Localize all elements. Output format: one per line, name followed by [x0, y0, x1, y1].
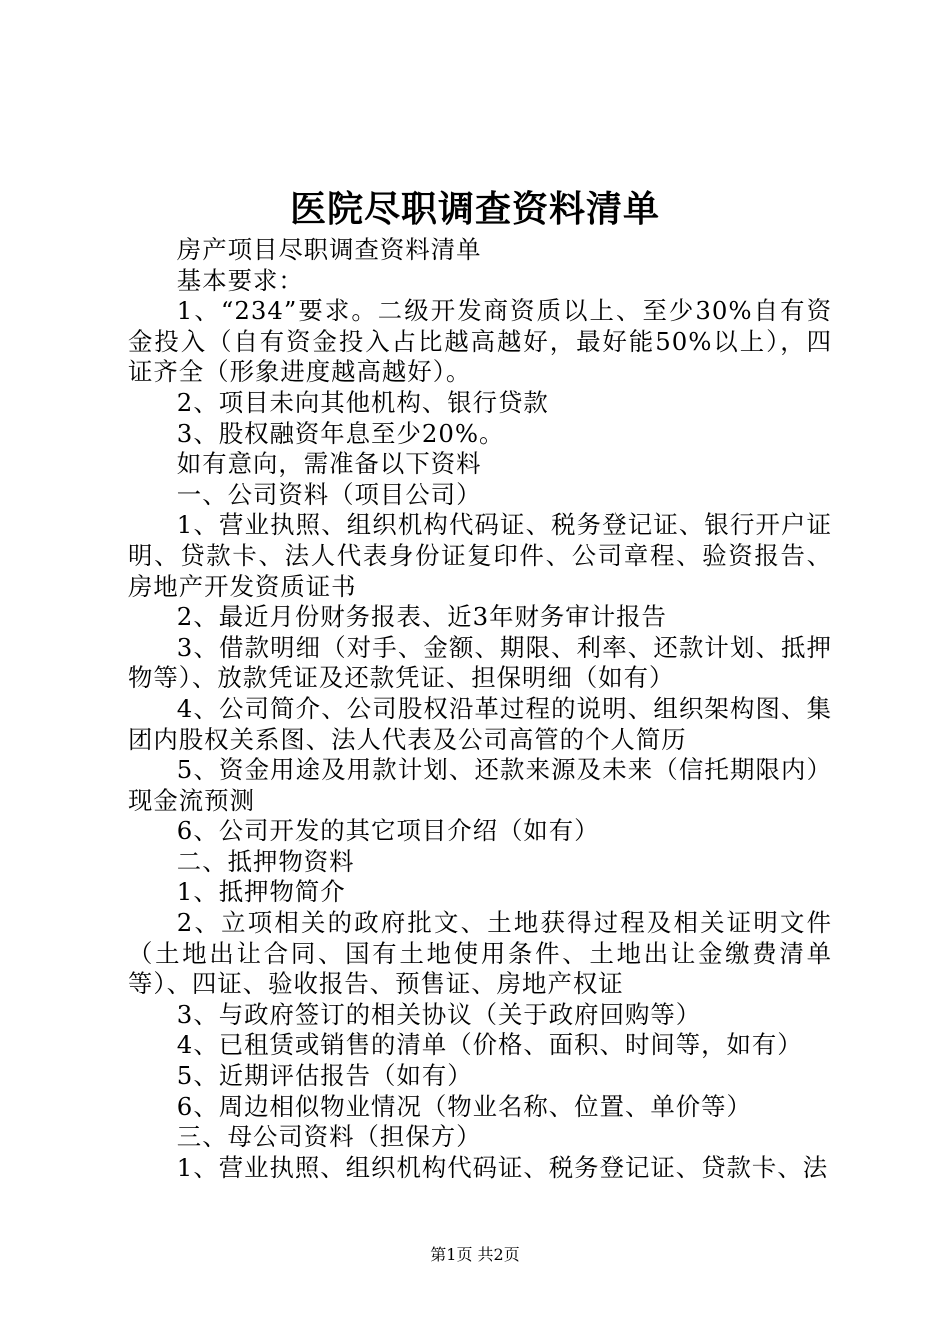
paragraph: 6、周边相似物业情况（物业名称、位置、单价等） — [176, 1091, 752, 1121]
paragraph: 4、已租赁或销售的清单（价格、面积、时间等，如有） — [176, 1030, 803, 1060]
paragraph: 5、资金用途及用款计划、还款来源及未来（信托期限内）现金流预测 — [128, 755, 832, 815]
paragraph: 5、近期评估报告（如有） — [176, 1061, 473, 1091]
paragraph: 3、借款明细（对手、金额、期限、利率、还款计划、抵押物等）、放款凭证及还款凭证、担保明细（如有） — [128, 632, 832, 693]
paragraph: 6、公司开发的其它项目介绍（如有） — [176, 816, 600, 846]
paragraph: 1、营业执照、组织机构代码证、税务登记证、银行开户证明、贷款卡、法人代表身份证复印件、公司章程、验资报告、房地产开发资质证书 — [128, 510, 832, 601]
paragraph: 2、立项相关的政府批文、土地获得过程及相关证明文件（土地出让合同、国有土地使用条件、土地出让金缴费清单等）、四证、验收报告、预售证、房地产权证 — [128, 908, 832, 999]
document-body — [128, 235, 832, 1183]
paragraph: 1、“234”要求。二级开发商资质以上、至少30%自有资金投入（自有资金投入占比越高越好，最好能50%以上），四证齐全（形象进度越高越好）。 — [128, 296, 832, 387]
paragraph: 基本要求： — [176, 265, 304, 295]
paragraph: 如有意向，需准备以下资料 — [176, 449, 482, 479]
paragraph: 3、股权融资年息至少20%。 — [176, 418, 505, 448]
paragraph: 2、最近月份财务报表、近3年财务审计报告 — [176, 602, 667, 632]
paragraph: 3、与政府签订的相关协议（关于政府回购等） — [176, 999, 702, 1029]
page-footer: 第1页 共2页 — [430, 1245, 520, 1264]
document-title: 医院尽职调查资料清单 — [289, 188, 660, 230]
section-heading: 二、抵押物资料 — [176, 846, 355, 876]
section-heading: 一、公司资料（项目公司） — [176, 479, 482, 509]
section-heading: 三、母公司资料（担保方） — [176, 1122, 482, 1152]
paragraph: 1、抵押物简介 — [176, 877, 346, 907]
paragraph: 1、营业执照、组织机构代码证、税务登记证、贷款卡、法 — [176, 1152, 829, 1182]
paragraph: 4、公司简介、公司股权沿革过程的说明、组织架构图、集团内股权关系图、法人代表及公司高管的个人简历 — [128, 693, 832, 754]
paragraph: 2、项目未向其他机构、银行贷款 — [176, 387, 549, 417]
paragraph: 房产项目尽职调查资料清单 — [176, 235, 482, 264]
